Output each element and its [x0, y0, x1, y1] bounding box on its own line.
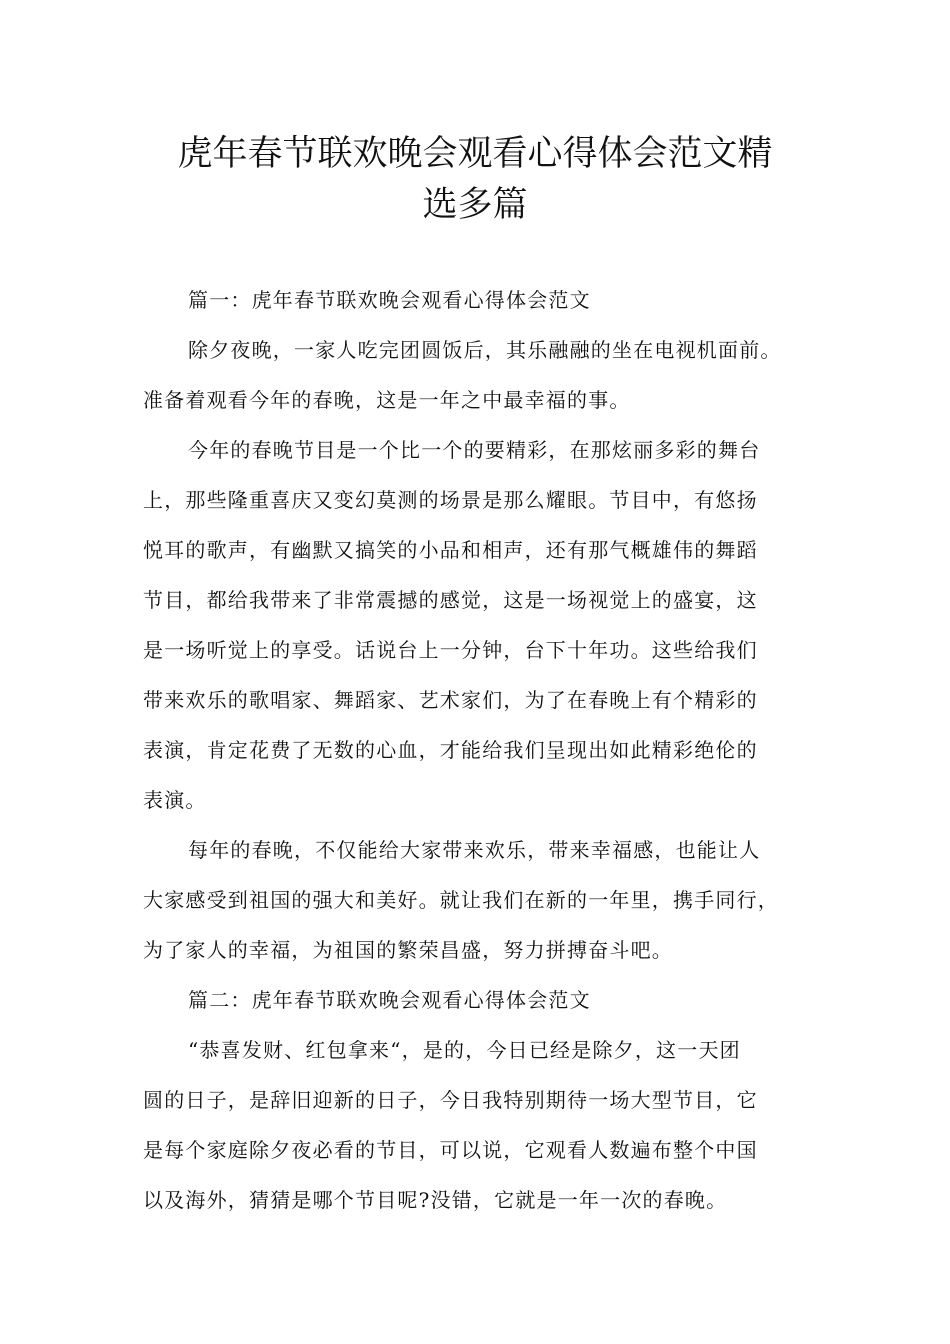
paragraph-line: 节目，都给我带来了非常震撼的感觉，这是一场视觉上的盛宴，这 [143, 588, 758, 612]
paragraph-line: 表演，肯定花费了无数的心血，才能给我们呈现出如此精彩绝伦的 [143, 738, 758, 762]
paragraph-line: 为了家人的幸福，为祖国的繁荣昌盛，努力拼搏奋斗吧。 [143, 938, 673, 962]
paragraph-line: 是每个家庭除夕夜必看的节目，可以说，它观看人数遍布整个中国 [143, 1138, 758, 1162]
paragraph-line: 是一场听觉上的享受。话说台上一分钟，台下十年功。这些给我们 [143, 638, 758, 662]
paragraph-line: 表演。 [143, 788, 207, 812]
paragraph-line: 准备着观看今年的春晚，这是一年之中最幸福的事。 [143, 388, 631, 412]
paragraph-line: 悦耳的歌声，有幽默又搞笑的小品和相声，还有那气概雄伟的舞蹈 [143, 538, 758, 562]
paragraph-line: 除夕夜晚，一家人吃完团圆饭后，其乐融融的坐在电视机面前。 [188, 338, 782, 362]
document-title-line-1: 虎年春节联欢晚会观看心得体会范文精 [177, 134, 773, 174]
paragraph-line: 每年的春晚，不仅能给大家带来欢乐，带来幸福感，也能让人 [188, 838, 761, 862]
paragraph-line: 以及海外，猜猜是哪个节目呢?没错，它就是一年一次的春晚。 [143, 1188, 728, 1212]
paragraph-line: 圆的日子，是辞旧迎新的日子，今日我特别期待一场大型节目，它 [143, 1088, 758, 1112]
section-heading-2: 篇二：虎年春节联欢晚会观看心得体会范文 [188, 988, 591, 1012]
paragraph-line: 今年的春晚节目是一个比一个的要精彩，在那炫丽多彩的舞台 [188, 438, 761, 462]
paragraph-line: 带来欢乐的歌唱家、舞蹈家、艺术家们，为了在春晚上有个精彩的 [143, 688, 758, 712]
document-title-line-2: 选多篇 [422, 185, 528, 225]
section-heading-1: 篇一：虎年春节联欢晚会观看心得体会范文 [188, 288, 591, 312]
paragraph-line: “恭喜发财、红包拿来“，是的，今日已经是除夕，这一天团 [188, 1038, 741, 1062]
paragraph-line: 上，那些隆重喜庆又变幻莫测的场景是那么耀眼。节目中，有悠扬 [143, 488, 758, 512]
paragraph-line: 大家感受到祖国的强大和美好。就让我们在新的一年里，携手同行， [143, 888, 779, 912]
